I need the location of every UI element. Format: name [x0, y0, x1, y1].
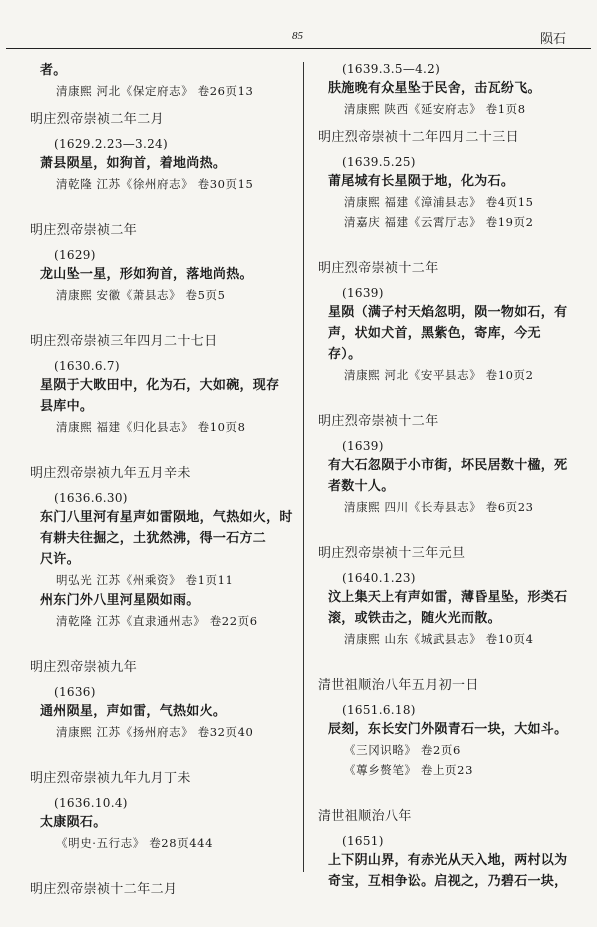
- record-entry: [30, 770, 296, 853]
- record-entry: [30, 881, 296, 899]
- record-date: (1651.6.18): [342, 703, 416, 717]
- record-date: (1651): [342, 834, 384, 848]
- record-entry: [318, 413, 592, 517]
- right-column: [318, 60, 592, 920]
- page-number: 85: [292, 30, 303, 42]
- section-title: 陨石: [540, 32, 567, 47]
- record-source: 清康熙 河北《保定府志》 卷26页13: [56, 84, 254, 98]
- page-header: [0, 0, 597, 46]
- record-entry: [318, 808, 592, 892]
- record-title: 清世祖顺治八年五月初一日: [318, 678, 479, 693]
- record-source: 清康熙 福建《漳浦县志》 卷4页15: [344, 195, 534, 209]
- record-entry: [30, 333, 296, 437]
- record-text: 声，状如犬首，黑紫色，寄库，今无: [328, 326, 541, 341]
- record-source: 清康熙 河北《安平县志》 卷10页2: [344, 368, 534, 382]
- record-text: 州东门外八里河星陨如雨。: [40, 593, 200, 608]
- record-entry: [30, 60, 296, 101]
- record-title: 明庄烈帝崇祯二年: [30, 223, 138, 238]
- record-date: (1636.6.30): [54, 491, 128, 505]
- record-title: 明庄烈帝崇祯九年: [30, 660, 138, 675]
- record-text: 肤施晚有众星坠于民舍，击瓦纷飞。: [328, 81, 541, 96]
- record-entry: [318, 129, 592, 232]
- record-text: 太康陨石。: [40, 815, 107, 830]
- record-text: 星陨于大畋田中，化为石，大如碗，现存: [40, 378, 280, 393]
- header-rule: [6, 48, 591, 49]
- record-title: 清世祖顺治八年: [318, 809, 412, 824]
- record-text: 有耕夫往掘之，土犹然沸，得一石方二: [40, 531, 267, 546]
- record-text: 龙山坠一星，形如狗首，落地尚热。: [40, 267, 253, 282]
- record-title: 明庄烈帝崇祯九年九月丁未: [30, 771, 191, 786]
- record-title: 明庄烈帝崇祯二年二月: [30, 112, 165, 127]
- record-title: 明庄烈帝崇祯十二年: [318, 261, 439, 276]
- record-title: 明庄烈帝崇祯九年五月辛未: [30, 466, 191, 481]
- record-entry: [30, 465, 296, 631]
- record-text: 东门八里河有星声如雷陨地，气热如火，时: [40, 510, 293, 525]
- record-date: (1639.3.5—4.2): [342, 62, 441, 76]
- record-source: 清康熙 陕西《延安府志》 卷1页8: [344, 102, 526, 116]
- record-text: 辰刻，东长安门外陨青石一块，大如斗。: [328, 722, 568, 737]
- record-source: 清康熙 江苏《扬州府志》 卷32页40: [56, 725, 254, 739]
- record-title: 明庄烈帝崇祯十二年四月二十三日: [318, 130, 520, 145]
- record-date: (1640.1.23): [342, 571, 416, 585]
- record-text: 星陨（满子村天焰忽明，陨一物如石，有: [328, 305, 568, 320]
- record-date: (1636.10.4): [54, 796, 128, 810]
- record-source: 清嘉庆 福建《云霄厅志》 卷19页2: [344, 215, 534, 229]
- record-entry: [318, 545, 592, 649]
- record-text: 通州陨星，声如雷，气热如火。: [40, 704, 227, 719]
- record-entry: [318, 260, 592, 385]
- record-source: 《蓴乡赘笔》 卷上页23: [344, 763, 473, 777]
- record-date: (1639): [342, 439, 384, 453]
- record-entry: [30, 222, 296, 305]
- record-source: 明弘光 江苏《州乘资》 卷1页11: [56, 573, 234, 587]
- record-entry: [318, 677, 592, 780]
- record-title: 明庄烈帝崇祯三年四月二十七日: [30, 334, 218, 349]
- record-source: 《三冈识略》 卷2页6: [344, 743, 461, 757]
- record-date: (1629.2.23—3.24): [54, 137, 168, 151]
- record-source: 清乾隆 江苏《徐州府志》 卷30页15: [56, 177, 254, 191]
- left-column: [30, 60, 296, 927]
- record-text: 存）。: [328, 347, 362, 362]
- record-date: (1639.5.25): [342, 155, 416, 169]
- record-text: 莆尾城有长星陨于地，化为石。: [328, 174, 515, 189]
- record-title: 明庄烈帝崇祯十二年: [318, 414, 439, 429]
- record-date: (1639): [342, 286, 384, 300]
- record-source: 清康熙 山东《城武县志》 卷10页4: [344, 632, 534, 646]
- record-source: 清乾隆 江苏《直隶通州志》 卷22页6: [56, 614, 258, 628]
- record-text: 尺许。: [40, 552, 80, 567]
- record-text: 奇宝，互相争讼。启视之，乃碧石一块，: [328, 874, 568, 889]
- record-text: 者数十人。: [328, 479, 395, 494]
- column-divider: [303, 62, 304, 872]
- record-title: 明庄烈帝崇祯十二年二月: [30, 882, 178, 897]
- record-title: 明庄烈帝崇祯十三年元旦: [318, 546, 466, 561]
- record-entry: [30, 111, 296, 194]
- record-text: 者。: [40, 63, 67, 78]
- record-entry: [318, 60, 592, 119]
- record-date: (1629): [54, 248, 96, 262]
- record-date: (1636): [54, 685, 96, 699]
- record-date: (1630.6.7): [54, 359, 120, 373]
- record-source: 清康熙 安徽《萧县志》 卷5页5: [56, 288, 226, 302]
- record-text: 县库中。: [40, 399, 94, 414]
- record-text: 有大石忽陨于小市街，坏民居数十楹，死: [328, 458, 568, 473]
- record-source: 清康熙 四川《长寿县志》 卷6页23: [344, 500, 534, 514]
- record-text: 汶上集天上有声如雷，薄昏星坠，形类石: [328, 590, 568, 605]
- record-source: 清康熙 福建《归化县志》 卷10页8: [56, 420, 246, 434]
- record-text: 萧县陨星，如狗首，着地尚热。: [40, 156, 227, 171]
- record-entry: [30, 659, 296, 742]
- record-text: 滚，或铁击之，随火光而散。: [328, 611, 501, 626]
- record-text: 上下阴山界，有赤光从天入地，两村以为: [328, 853, 568, 868]
- record-source: 《明史·五行志》 卷28页444: [56, 836, 213, 850]
